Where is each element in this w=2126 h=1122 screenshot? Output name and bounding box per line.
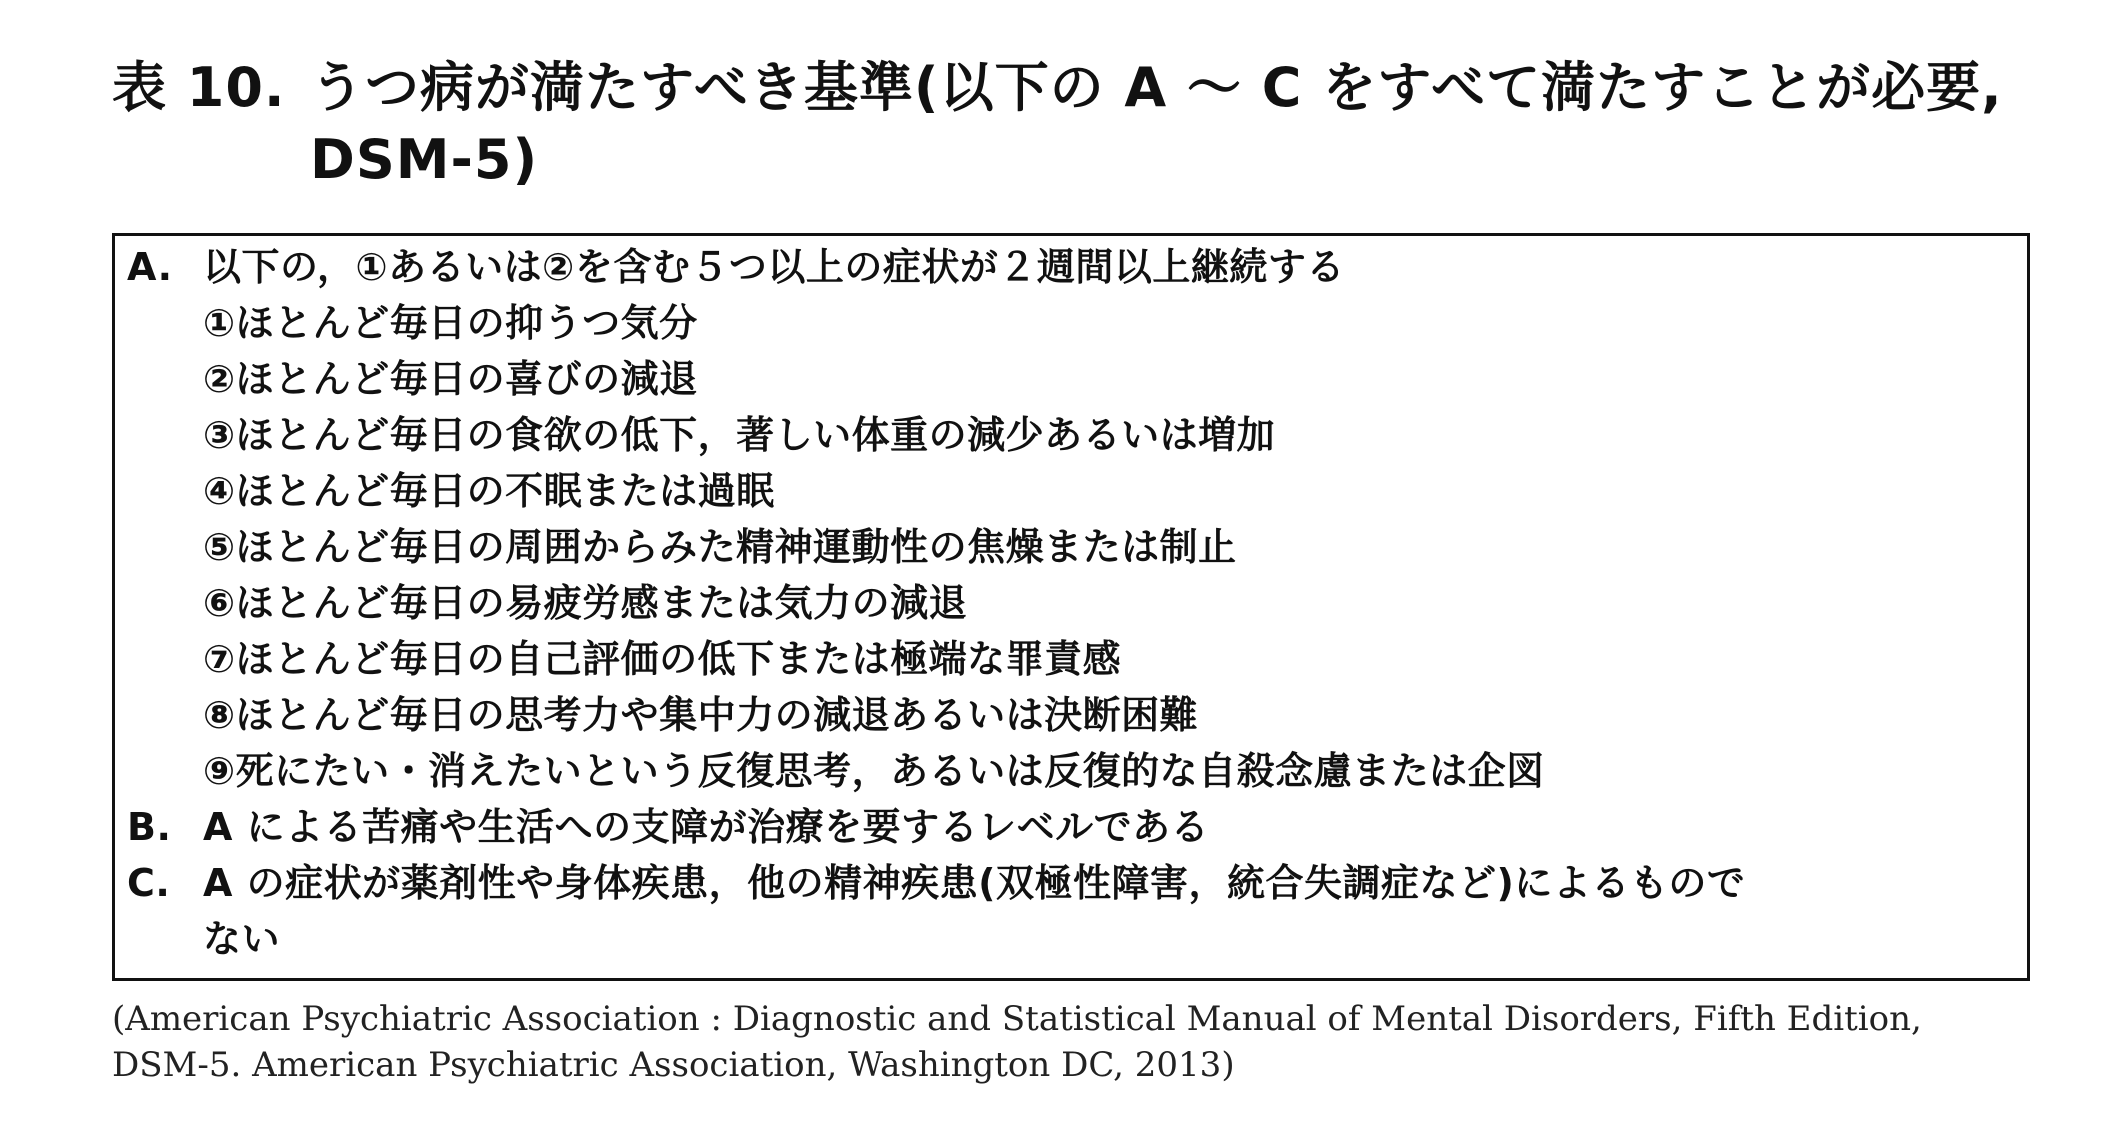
criterion-b-text: A による苦痛や生活への支障が治療を要するレベルである (203, 805, 1210, 849)
criterion-c-letter: C. (127, 861, 171, 905)
title-text-line-1: うつ病が満たすべき基準(以下の A ～ C をすべて満たすことが必要, (310, 56, 2003, 119)
criterion-b-letter: B. (127, 805, 172, 849)
table-number: 表 10. (112, 56, 286, 119)
criteria-box (112, 233, 2030, 981)
symptom-item-9: ⑨死にたい・消えたいという反復思考，あるいは反復的な自殺念慮または企図 (203, 749, 1545, 793)
criterion-c-text-line-1: A の症状が薬剤性や身体疾患，他の精神疾患(双極性障害，統合失調症など)によるもので (203, 861, 1746, 905)
symptom-item-1: ①ほとんど毎日の抑うつ気分 (203, 301, 698, 345)
symptom-item-3: ③ほとんど毎日の食欲の低下，著しい体重の減少あるいは増加 (203, 413, 1276, 457)
symptom-item-2: ②ほとんど毎日の喜びの減退 (203, 357, 698, 401)
symptom-item-8: ⑧ほとんど毎日の思考力や集中力の減退あるいは決断困難 (203, 693, 1199, 737)
symptom-item-5: ⑤ほとんど毎日の周囲からみた精神運動性の焦燥または制止 (203, 525, 1237, 569)
symptom-item-7: ⑦ほとんど毎日の自己評価の低下または極端な罪責感 (203, 637, 1122, 681)
source-line-2: DSM-5. American Psychiatric Association, Washington DC, 2013) (112, 1045, 1235, 1085)
criterion-c-text-line-2: ない (203, 917, 281, 961)
table-title (112, 52, 2072, 196)
source-line-1: (American Psychiatric Association : Diagnostic and Statistical Manual of Mental Disorders, Fifth Edition, (112, 999, 1922, 1039)
criterion-a-text: 以下の，①あるいは②を含む５つ以上の症状が２週間以上継続する (203, 245, 1345, 289)
title-line-1 (112, 52, 2072, 124)
symptom-item-6: ⑥ほとんど毎日の易疲労感または気力の減退 (203, 581, 968, 625)
source-citation (112, 996, 2032, 1088)
title-text-line-2: DSM-5) (310, 128, 539, 191)
symptom-item-4: ④ほとんど毎日の不眠または過眠 (203, 469, 775, 513)
criterion-a-letter: A. (127, 245, 173, 289)
